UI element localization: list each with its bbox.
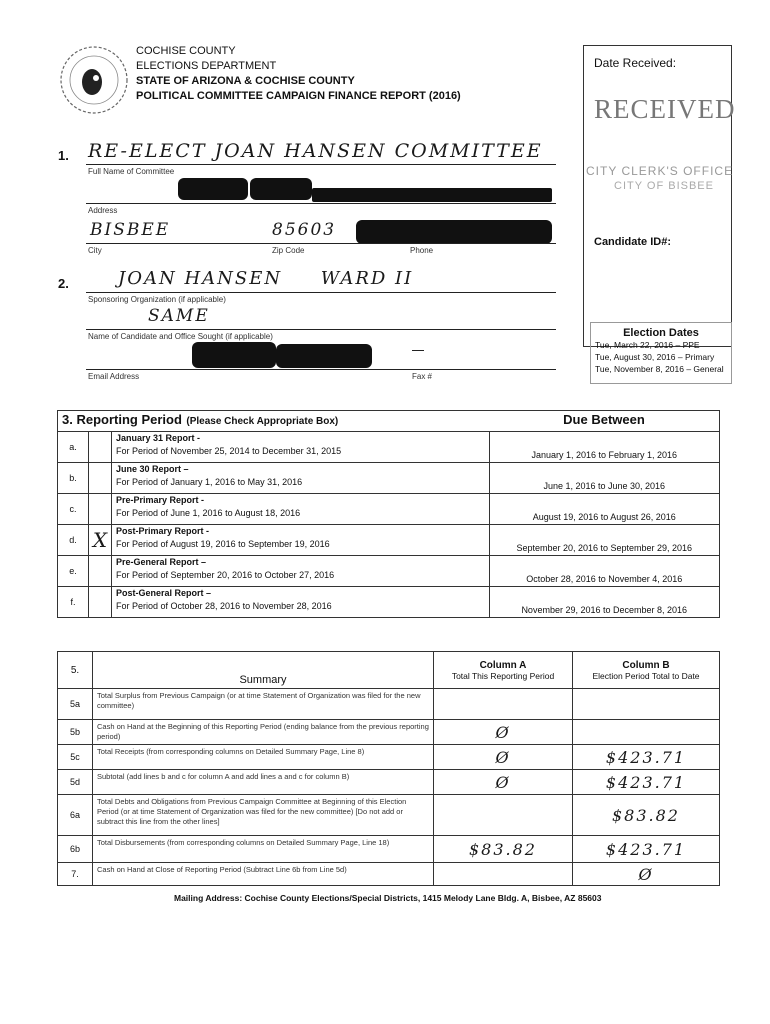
header-county: COCHISE COUNTY xyxy=(136,45,236,57)
report-period: For Period of June 1, 2016 to August 18, 2016 xyxy=(116,508,301,518)
candidate-id-label: Candidate ID#: xyxy=(594,236,672,248)
candidate-label: Name of Candidate and Office Sought (if applicable) xyxy=(88,332,273,341)
redacted-address xyxy=(312,188,552,202)
column-a-value[interactable] xyxy=(434,689,573,720)
report-due-dates: August 19, 2016 to August 26, 2016 xyxy=(489,494,720,525)
column-a-amount: $83.82 xyxy=(469,839,537,859)
redacted-address xyxy=(250,178,312,200)
sponsoring-line xyxy=(86,292,556,293)
summary-title: Summary xyxy=(93,652,434,689)
sponsoring-label: Sponsoring Organization (if applicable) xyxy=(88,295,226,304)
reporting-title: 3. Reporting Period xyxy=(62,412,182,427)
reporting-row-letter: e. xyxy=(58,556,89,587)
report-period: For Period of January 1, 2016 to May 31, 2016 xyxy=(116,477,303,487)
column-a-amount: Ø xyxy=(495,722,511,742)
county-seal-logo xyxy=(58,44,130,116)
summary-table xyxy=(57,651,720,886)
column-a-value[interactable] xyxy=(434,720,573,745)
report-period: For Period of November 25, 2014 to December 31, 2015 xyxy=(116,446,342,456)
reporting-checkbox[interactable] xyxy=(89,587,112,618)
election-date-item: Tue, August 30, 2016 – Primary xyxy=(595,352,715,362)
summary-row xyxy=(58,689,720,720)
column-b-value[interactable] xyxy=(573,836,720,863)
city-value: BISBEE xyxy=(90,220,171,240)
summary-row xyxy=(58,836,720,863)
phone-label: Phone xyxy=(410,246,434,255)
reporting-checkbox[interactable] xyxy=(89,463,112,494)
redacted-address xyxy=(178,178,248,200)
summary-number: 5. xyxy=(58,652,93,689)
sponsoring-value: JOAN HANSEN WARD II xyxy=(118,268,414,289)
zip-value: 85603 xyxy=(272,220,337,240)
column-a-amount: Ø xyxy=(495,747,511,767)
summary-line-description: Total Debts and Obligations from Previous Campaign Committee at Beginning of this Election Period (or at time Statement of Organization was filed for the new committee) [Do not add or subtract this line from the other lines] xyxy=(93,795,434,836)
reporting-row xyxy=(58,494,720,525)
email-line xyxy=(86,369,556,370)
header-state: STATE OF ARIZONA & COCHISE COUNTY xyxy=(136,75,355,87)
report-period: For Period of August 19, 2016 to September 19, 2016 xyxy=(116,539,330,549)
address-label: Address xyxy=(88,206,118,215)
summary-line-description: Subtotal (add lines b and c for column A and add lines a and c for column B) xyxy=(93,770,434,795)
summary-line-number: 5b xyxy=(58,720,93,745)
summary-line-description: Cash on Hand at the Beginning of this Reporting Period (ending balance from the previous reporting period) xyxy=(93,720,434,745)
column-a-subtitle: Total This Reporting Period xyxy=(451,670,555,681)
section-2-number: 2. xyxy=(58,276,69,291)
header-department: ELECTIONS DEPARTMENT xyxy=(136,60,277,72)
column-b-value[interactable] xyxy=(573,720,720,745)
column-b-title: Column B xyxy=(622,659,670,671)
reporting-row-letter: f. xyxy=(58,587,89,618)
redacted-email xyxy=(192,342,276,368)
report-due-dates: November 29, 2016 to December 8, 2016 xyxy=(489,587,720,618)
candidate-line xyxy=(86,329,556,330)
column-a-value[interactable] xyxy=(434,745,573,770)
summary-row xyxy=(58,720,720,745)
report-due-dates: September 20, 2016 to September 29, 2016 xyxy=(489,525,720,556)
date-received-box xyxy=(583,45,736,374)
report-period: For Period of September 20, 2016 to October 27, 2016 xyxy=(116,570,335,580)
summary-line-number: 5c xyxy=(58,745,93,770)
column-a-amount: Ø xyxy=(495,772,511,792)
reporting-row xyxy=(58,587,720,618)
city-line xyxy=(86,243,556,244)
column-b-amount: $423.71 xyxy=(605,839,687,859)
reporting-checkbox[interactable] xyxy=(89,432,112,463)
column-b-amount: $83.82 xyxy=(612,805,680,825)
election-date-item: Tue, November 8, 2016 – General xyxy=(595,364,724,374)
fax-dash xyxy=(412,350,424,351)
city-label: City xyxy=(88,246,102,255)
date-received-label: Date Received: xyxy=(594,56,677,70)
header-block xyxy=(136,44,461,104)
reporting-row-letter: a. xyxy=(58,432,89,463)
summary-line-description: Cash on Hand at Close of Reporting Period (Subtract Line 6b from Line 5d) xyxy=(93,863,434,886)
column-a-title: Column A xyxy=(479,659,527,671)
column-b-subtitle: Election Period Total to Date xyxy=(592,670,700,681)
report-name: Pre-Primary Report - xyxy=(116,495,205,505)
column-b-amount: $423.71 xyxy=(605,747,687,767)
column-a-value[interactable] xyxy=(434,863,573,886)
committee-name-line xyxy=(86,164,556,165)
column-a-value[interactable] xyxy=(434,795,573,836)
column-b-value[interactable] xyxy=(573,795,720,836)
report-name: June 30 Report – xyxy=(116,464,189,474)
committee-name-value: RE-ELECT JOAN HANSEN COMMITTEE xyxy=(88,140,543,162)
report-due-dates: June 1, 2016 to June 30, 2016 xyxy=(489,463,720,494)
redacted-phone xyxy=(356,220,552,244)
report-name: Pre-General Report – xyxy=(116,557,207,567)
election-dates-box xyxy=(590,322,732,384)
report-period: For Period of October 28, 2016 to November 28, 2016 xyxy=(116,601,332,611)
redacted-email xyxy=(276,344,372,368)
summary-line-number: 5d xyxy=(58,770,93,795)
mailing-address: Mailing Address: Cochise County Elections/Special Districts, 1415 Melody Lane Bldg. A, Bisbee, AZ 85603 xyxy=(174,893,602,903)
column-a-value[interactable] xyxy=(434,836,573,863)
candidate-value: SAME xyxy=(148,306,210,326)
reporting-subtitle: (Please Check Appropriate Box) xyxy=(186,416,339,427)
reporting-row-letter: c. xyxy=(58,494,89,525)
summary-row xyxy=(58,863,720,886)
zip-label: Zip Code xyxy=(272,246,305,255)
summary-line-description: Total Receipts (from corresponding columns on Detailed Summary Page, Line 8) xyxy=(93,745,434,770)
due-between-title: Due Between xyxy=(563,412,645,427)
summary-row xyxy=(58,795,720,836)
reporting-row xyxy=(58,556,720,587)
received-stamp-office: CITY CLERK'S OFFICE xyxy=(586,164,734,178)
summary-line-number: 7. xyxy=(58,863,93,886)
address-line xyxy=(86,203,556,204)
committee-name-label: Full Name of Committee xyxy=(88,167,175,176)
reporting-checkbox[interactable] xyxy=(89,525,112,556)
election-date-item: Tue, March 22, 2016 – PPE xyxy=(595,340,700,350)
summary-row xyxy=(58,770,720,795)
column-b-value[interactable] xyxy=(573,863,720,886)
reporting-row-letter: b. xyxy=(58,463,89,494)
column-b-value[interactable] xyxy=(573,689,720,720)
reporting-period-table xyxy=(57,410,720,618)
report-name: Post-General Report – xyxy=(116,588,212,598)
column-b-amount: $423.71 xyxy=(605,772,687,792)
column-a-value[interactable] xyxy=(434,770,573,795)
received-stamp-city: CITY OF BISBEE xyxy=(614,180,714,192)
summary-line-number: 5a xyxy=(58,689,93,720)
summary-line-description: Total Disbursements (from corresponding columns on Detailed Summary Page, Line 18) xyxy=(93,836,434,863)
report-name: January 31 Report - xyxy=(116,433,201,443)
column-b-value[interactable] xyxy=(573,770,720,795)
report-due-dates: January 1, 2016 to February 1, 2016 xyxy=(489,432,720,463)
report-due-dates: October 28, 2016 to November 4, 2016 xyxy=(489,556,720,587)
reporting-row xyxy=(58,432,720,463)
report-name: Post-Primary Report - xyxy=(116,526,210,536)
column-b-amount: Ø xyxy=(638,864,654,884)
received-stamp: RECEIVED xyxy=(594,94,736,124)
section-1-number: 1. xyxy=(58,148,69,163)
reporting-check-mark: X xyxy=(92,528,108,552)
summary-line-number: 6a xyxy=(58,795,93,836)
column-b-value[interactable] xyxy=(573,745,720,770)
reporting-row xyxy=(58,525,720,556)
reporting-row xyxy=(58,463,720,494)
reporting-checkbox[interactable] xyxy=(89,556,112,587)
reporting-checkbox[interactable] xyxy=(89,494,112,525)
election-dates-title: Election Dates xyxy=(623,327,699,339)
header-report-title: POLITICAL COMMITTEE CAMPAIGN FINANCE REPORT (2016) xyxy=(136,90,461,102)
email-label: Email Address xyxy=(88,372,140,381)
summary-line-number: 6b xyxy=(58,836,93,863)
fax-label: Fax # xyxy=(412,372,433,381)
summary-row xyxy=(58,745,720,770)
reporting-row-letter: d. xyxy=(58,525,89,556)
summary-line-description: Total Surplus from Previous Campaign (or at time Statement of Organization was filed for the new committee) xyxy=(93,689,434,720)
